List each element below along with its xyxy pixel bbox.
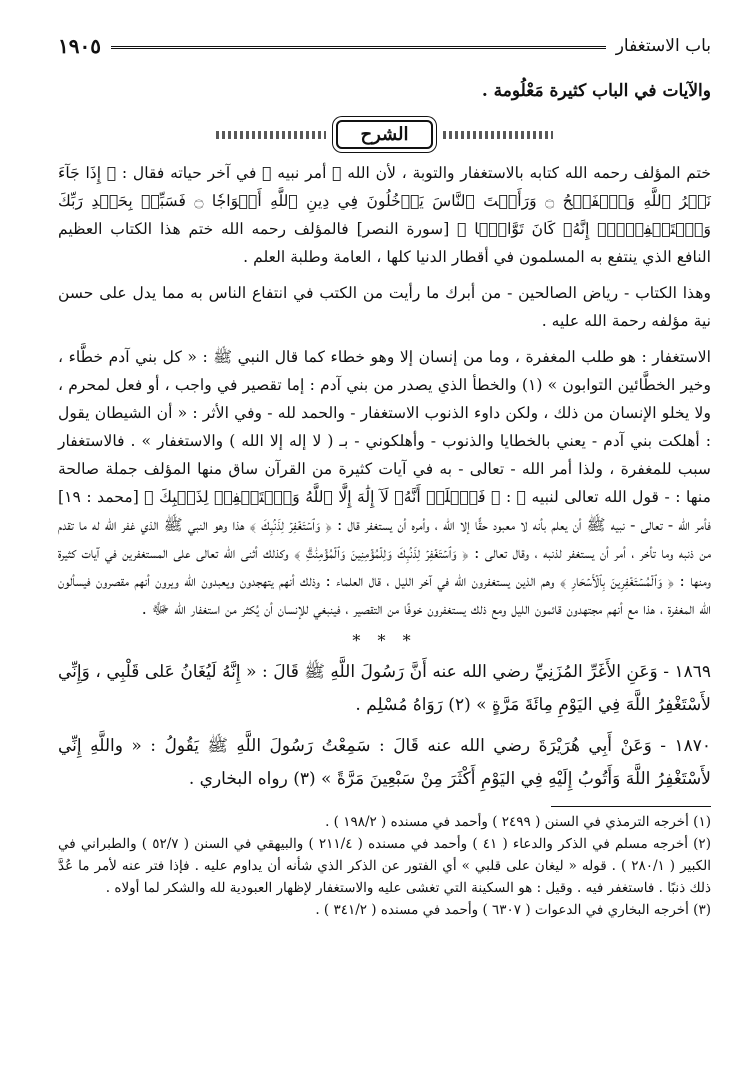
footnote-2: (٢) أخرجه مسلم في الذكر والدعاء ( ٤١ ) وأحمد في مسنده ( ٢١١/٤ ) والبيهقي في السنن ( ٥٢/٧ ) والطبراني في الكبير ( ٢٨٠/١ ) . قوله « ليغان على قلبي » أي الفتور عن الذكر الذي شأنه أن يداوم عليه . فإذا فتر عنه لأمر ما عُدَّ ذلك ذنبًا . فاستغفر فيه . وقيل : هو السكينة التي تغشى عليه والاستغفار لإظهار العبودية لله والشكر لما أولاه .	[58, 836, 711, 896]
page-number: ١٩٠٥	[58, 34, 101, 58]
footnote-rule	[551, 806, 711, 807]
running-header	[58, 30, 711, 62]
hadith-1869: ١٨٦٩ - وَعَنِ الأَغَرِّ المُزَنِيِّ رضي الله عنه أَنَّ رَسُولَ اللَّهِ ﷺ قَالَ : « إِنَّهُ لَيُغَانُ عَلى قَلْبِي ، وَإِنِّي لأَسْتَغْفِرُ اللَّهَ فِي اليَوْمِ مِائَةَ مَرَّةٍ » (٢) رَوَاهُ مُسْلِم .	[58, 662, 711, 715]
section-separator: * * *	[352, 631, 417, 650]
sharh-heading	[58, 120, 711, 149]
commentary-paragraph: الاستغفار : هو طلب المغفرة ، وما من إنسان إلا وهو خطاء كما قال النبي ﷺ : « كل بني آدم خطَّاء ، وخير الخطَّائين التوابون » (١) والخطأ الذي يصدر من بني آدم : إما تقصير في واجب ، أو فعل لمحرم ، ولا يخلو الإنسان من ذلك ، ولكن داوء الذنوب الاستغفار - والحمد لله - وفي الأثر : « أن الشيطان يقول : أهلكت بني آدم - يعني بالخطايا والذنوب - وأهلكوني - بـ ( لا إله إلا الله ) والاستغفار » . فالاستغفار سبب للمغفرة ، ولذا أمر الله - تعالى - به في آيات كثيرة من القرآن ساق منها المؤلف جملة صالحة منها : - قول الله تعالى لنبيه ﷺ : ﴿ فَٱعۡلَمۡ أَنَّهُۥ لَآ إِلَٰهَ إِلَّا ٱللَّهُ وَٱسۡتَغۡفِرۡ لِذَنۢبِكَ ﴾ [محمد : ١٩] فأمر الله - تعالى - نبيه ﷺ أن يعلم بأنه لا معبود حقًّا إلا الله ، وأمره أن يستغفر قال : ﴿ وَٱسۡتَغۡفِرۡ لِذَنۢبِكَ ﴾ هذا وهو النبي ﷺ الذي غفر الله له ما تقدم من ذنبه وما تأخر ، أمر أن يستغفر لذنبه ، وقال تعالى : ﴿ وَٱسۡتَغۡفِرۡ لِذَنۢبِكَ وَلِلۡمُؤۡمِنِينَ وَٱلۡمُؤۡمِنَٰتِۗ ﴾ وكذلك أثنى الله تعالى على المستغفرين في آيات كثيرة ومنها : ﴿ وَٱلۡمُسۡتَغۡفِرِينَ بِٱلۡأَسۡحَارِ ﴾ وهم الذين يستغفرون الله في آخر الليل ، قال العلماء : وذلك أنهم يتهجدون ويعبدون الله ويرون أنهم مقصرون فيسألون الله المغفرة ، هذا مع أنهم مجتهدون قائمون الليل ومع ذلك يستغفرون خوفًا من التقصير ، فينبغي للإنسان أن يُكثر من استغفار الله ﷻ .	[58, 348, 711, 618]
footnote-1: (١) أخرجه الترمذي في السنن ( ٢٤٩٩ ) وأحمد في مسنده ( ١٩٨/٢ ) .	[325, 814, 711, 830]
hadith-1870: ١٨٧٠ - وَعَنْ أَبِي هُرَيْرَةَ رضي الله عنه قَالَ : سَمِعْتُ رَسُولَ اللَّهِ ﷺ يَقُولُ : « واللَّهِ إِنِّي لأَسْتَغْفِرُ اللَّهَ وَأَتُوبُ إِلَيْهِ فِي اليَوْمِ أَكْثَرَ مِنْ سَبْعِينَ مَرَّةً » (٣) رواه البخاري .	[58, 736, 711, 789]
sharh-title: الشرح	[336, 120, 432, 149]
footnotes	[58, 811, 711, 921]
commentary-paragraph: ختم المؤلف رحمه الله كتابه بالاستغفار والتوبة ، لأن الله ﷻ أمر نبيه ﷺ في آخر حياته فقال : ﴿ إِذَا جَآءَ نَصۡرُ ٱللَّهِ وَٱلۡفَتۡحُ ۝ وَرَأَيۡتَ ٱلنَّاسَ يَدۡخُلُونَ فِي دِينِ ٱللَّهِ أَفۡوَاجٗا ۝ فَسَبِّحۡ بِحَمۡدِ رَبِّكَ وَٱسۡتَغۡفِرۡهُۚ إِنَّهُۥ كَانَ تَوَّابَۢا ﴾ [سورة النصر] فالمؤلف رحمه الله ختم هذا الكتاب العظيم النافع الذي ينتفع به المسلمون في أقطار الدنيا كلها ، العامة وطلبة العلم .	[58, 164, 712, 266]
ornament-left	[443, 131, 553, 139]
chapter-title: باب الاستغفار	[615, 36, 711, 56]
intro-line: والآيات في الباب كثيرة مَعْلُومة .	[481, 81, 711, 101]
header-rule	[111, 46, 606, 49]
ornament-right	[216, 131, 326, 139]
commentary-paragraph: وهذا الكتاب - رياض الصالحين - من أبرك ما رأيت من الكتب في انتفاع الناس به مما يدل على حسن نية مؤلفه رحمة الله عليه .	[58, 284, 711, 330]
footnote-3: (٣) أخرجه البخاري في الدعوات ( ٦٣٠٧ ) وأحمد في مسنده ( ٣٤١/٢ ) .	[315, 902, 711, 918]
